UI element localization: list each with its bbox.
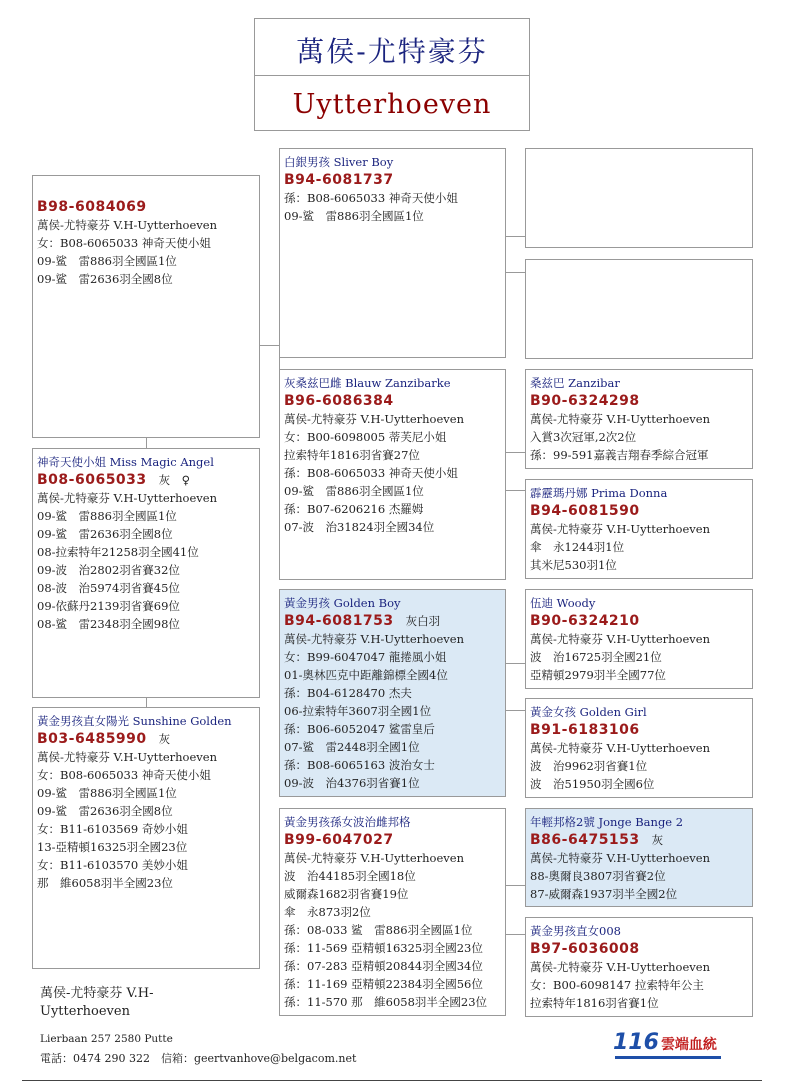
- info-line: 07-波 治31824羽全國34位: [284, 520, 435, 534]
- ring-number: B99-6047027: [284, 832, 394, 848]
- info-line: 09-依蘇丹2139羽省賽69位: [37, 599, 180, 613]
- info-line: 01-奧林匹克中距離錦標全國4位: [284, 668, 448, 682]
- pigeon-card-jonge-bange: [525, 808, 753, 907]
- info-line: 女：B11-6103569 奇妙小姐: [37, 822, 188, 836]
- pigeon-name: 黃金男孩直女008: [530, 924, 621, 938]
- info-line: 87-威爾森1937羽半全國2位: [530, 887, 678, 901]
- breeder-contact: 電話：0474 290 322 信箱：geertvanhove@belgacom.net: [40, 1052, 357, 1065]
- info-line: 女：B00-6098005 蒂芙尼小姐: [284, 430, 447, 444]
- info-line: 08-拉索特年21258羽全國41位: [37, 545, 199, 559]
- breeder-address: Lierbaan 257 2580 Putte: [40, 1033, 173, 1045]
- ring-number: B94-6081590: [530, 503, 640, 519]
- info-line: 傘 永873羽2位: [284, 905, 371, 919]
- title-chinese: 萬侯-尤特豪芬: [296, 35, 488, 68]
- connector: [505, 236, 525, 237]
- info-line: 孫：B08-6065033 神奇天使小姐: [284, 466, 458, 480]
- info-line: 波 治44185羽全國18位: [284, 869, 416, 883]
- info-line: 09-波 治2802羽省賽32位: [37, 563, 180, 577]
- site-logo[interactable]: [613, 1030, 717, 1055]
- connector: [146, 697, 147, 707]
- info-line: 孫：11-569 亞精頓16325羽全國23位: [284, 941, 483, 955]
- ring-number: B08-6065033 灰 ♀: [37, 472, 191, 488]
- info-line: 孫：11-169 亞精頓22384羽全國56位: [284, 977, 483, 991]
- info-line: 萬侯-尤特豪芬 V.H-Uytterhoeven: [530, 522, 710, 536]
- pigeon-card-dam-dam: [525, 479, 753, 579]
- info-line: 孫：07-283 亞精頓20844羽全國34位: [284, 959, 483, 973]
- info-line: 萬侯-尤特豪芬 V.H-Uytterhoeven: [284, 851, 464, 865]
- info-line: 女：B08-6065033 神奇天使小姐: [37, 236, 211, 250]
- info-line: 09-鲨 雷886羽全國區1位: [37, 786, 177, 800]
- info-line: 09-鲨 雷2636羽全國8位: [37, 527, 173, 541]
- pigeon-card-dam-sire: [525, 369, 753, 469]
- info-line: 06-拉索特年3607羽全國1位: [284, 704, 432, 718]
- ring-number: B90-6324210: [530, 613, 640, 629]
- pigeon-name: 伍迪 Woody: [530, 596, 596, 610]
- pigeon-card-dam: [279, 369, 506, 580]
- pigeon-card-sibling-1: [32, 448, 260, 698]
- info-line: 萬侯-尤特豪芬 V.H-Uytterhoeven: [37, 218, 217, 232]
- pigeon-name: 桑兹巴 Zanzibar: [530, 376, 620, 390]
- connector: [505, 710, 525, 711]
- info-line: 傘 永1244羽1位: [530, 540, 625, 554]
- ring-number: B03-6485990 灰: [37, 731, 171, 747]
- info-line: 孫：99-591嘉義吉翔春季綜合冠軍: [530, 448, 709, 462]
- info-line: 09-鲨 雷2636羽全國8位: [37, 804, 173, 818]
- info-line: 孫：08-033 鲨 雷886羽全國區1位: [284, 923, 473, 937]
- info-line: 萬侯-尤特豪芬 V.H-Uytterhoeven: [530, 960, 710, 974]
- bottom-divider: [22, 1080, 762, 1081]
- info-line: 萬侯-尤特豪芬 V.H-Uytterhoeven: [530, 741, 710, 755]
- info-line: 拉索特年1816羽省賽1位: [530, 996, 659, 1010]
- pigeon-card-woody: [525, 589, 753, 689]
- pigeon-name: 黃金男孩直女陽光 Sunshine Golden: [37, 714, 232, 728]
- ring-number: B86-6475153 灰: [530, 832, 664, 848]
- connector: [505, 490, 525, 491]
- info-line: 08-波 治5974羽省賽45位: [37, 581, 180, 595]
- pigeon-name: 灰桑兹巴雌 Blauw Zanzibarke: [284, 376, 451, 390]
- info-line: 孫：B08-6065033 神奇天使小姐: [284, 191, 458, 205]
- pigeon-card-golden-granddaughter: [279, 808, 506, 1016]
- info-line: 09-鲨 雷2636羽全國8位: [37, 272, 173, 286]
- info-line: 威爾森1682羽省賽19位: [284, 887, 409, 901]
- info-line: 波 治9962羽省賽1位: [530, 759, 648, 773]
- connector: [505, 663, 525, 664]
- info-line: 萬侯-尤特豪芬 V.H-Uytterhoeven: [284, 412, 464, 426]
- info-line: 女：B00-6098147 拉索特年公主: [530, 978, 704, 992]
- title-divider: [255, 75, 529, 76]
- pigeon-name: 黃金男孩 Golden Boy: [284, 596, 401, 610]
- info-line: 09-鲨 雷886羽全國區1位: [37, 254, 177, 268]
- info-line: 其米尼530羽1位: [530, 558, 617, 572]
- info-line: 孫：B04-6128470 杰夫: [284, 686, 412, 700]
- pigeon-card-golden-boy: [279, 589, 506, 797]
- info-line: 萬侯-尤特豪芬 V.H-Uytterhoeven: [37, 750, 217, 764]
- info-line: 波 治51950羽全國6位: [530, 777, 655, 791]
- title-english: Uytterhoeven: [292, 89, 492, 120]
- pigeon-name: 霹靂瑪丹娜 Prima Donna: [530, 486, 668, 500]
- connector: [505, 452, 525, 453]
- ring-number: B94-6081753 灰白羽: [284, 613, 441, 629]
- ring-number: B91-6183106: [530, 722, 640, 738]
- info-line: 女：B99-6047047 龍捲風小姐: [284, 650, 447, 664]
- title-box: [254, 18, 530, 131]
- info-line: 萬侯-尤特豪芬 V.H-Uytterhoeven: [284, 632, 464, 646]
- pigeon-card-sibling-2: [32, 707, 260, 969]
- info-line: 波 治16725羽全國21位: [530, 650, 662, 664]
- pigeon-card-sire: [279, 148, 506, 358]
- info-line: 09-鲨 雷886羽全國區1位: [284, 209, 424, 223]
- pigeon-card-golden-daughter: [525, 917, 753, 1017]
- connector: [505, 934, 525, 935]
- info-line: 女：B11-6103570 美妙小姐: [37, 858, 188, 872]
- info-line: 孫：B06-6052047 鲨雷皇后: [284, 722, 435, 736]
- logo-underline: [615, 1056, 721, 1059]
- info-line: 孫：B07-6206216 杰羅姆: [284, 502, 424, 516]
- connector: [505, 885, 525, 886]
- ring-number: B98-6084069: [37, 199, 147, 215]
- info-line: 孫：B08-6065163 波治女士: [284, 758, 435, 772]
- pigeon-card-golden-girl: [525, 698, 753, 798]
- info-line: 09-鲨 雷886羽全國區1位: [284, 484, 424, 498]
- info-line: 拉索特年1816羽省賽27位: [284, 448, 420, 462]
- info-line: 萬侯-尤特豪芬 V.H-Uytterhoeven: [37, 491, 217, 505]
- pigeon-name: 黃金女孩 Golden Girl: [530, 705, 647, 719]
- info-line: 孫：11-570 那 維6058羽半全國23位: [284, 995, 488, 1009]
- info-line: 女：B08-6065033 神奇天使小姐: [37, 768, 211, 782]
- empty-card-sire-sire: [525, 148, 753, 248]
- empty-card-sire-dam: [525, 259, 753, 359]
- pigeon-name: 白銀男孩 Sliver Boy: [284, 155, 394, 169]
- breeder-name: 萬侯-尤特豪芬 V.H-Uytterhoeven: [40, 986, 154, 1019]
- info-line: 萬侯-尤特豪芬 V.H-Uytterhoeven: [530, 632, 710, 646]
- info-line: 09-波 治4376羽省賽1位: [284, 776, 420, 790]
- ring-number: B97-6036008: [530, 941, 640, 957]
- pigeon-name: 神奇天使小姐 Miss Magic Angel: [37, 455, 214, 469]
- info-line: 亞精頓2979羽半全國77位: [530, 668, 666, 682]
- ring-number: B94-6081737: [284, 172, 394, 188]
- info-line: 那 維6058羽半全國23位: [37, 876, 173, 890]
- info-line: 88-奧爾良3807羽省賽2位: [530, 869, 666, 883]
- pigeon-card-subject: [32, 175, 260, 438]
- logo-text: 雲端血統: [660, 1037, 717, 1053]
- info-line: 13-亞精頓16325羽全國23位: [37, 840, 188, 854]
- connector: [505, 272, 525, 273]
- ring-number: B96-6086384: [284, 393, 394, 409]
- info-line: 09-鲨 雷886羽全國區1位: [37, 509, 177, 523]
- info-line: 萬侯-尤特豪芬 V.H-Uytterhoeven: [530, 851, 710, 865]
- info-line: 入賞3次冠軍,2次2位: [530, 430, 637, 444]
- pigeon-name: 年輕邦格2號 Jonge Bange 2: [530, 815, 684, 829]
- ring-number: B90-6324298: [530, 393, 640, 409]
- logo-number: 116: [613, 1030, 659, 1055]
- info-line: 07-鲨 雷2448羽全國1位: [284, 740, 420, 754]
- info-line: 萬侯-尤特豪芬 V.H-Uytterhoeven: [530, 412, 710, 426]
- info-line: 08-鲨 雷2348羽全國98位: [37, 617, 180, 631]
- pigeon-name: 黃金男孩孫女波治雌邦格: [284, 815, 411, 829]
- connector: [259, 345, 279, 346]
